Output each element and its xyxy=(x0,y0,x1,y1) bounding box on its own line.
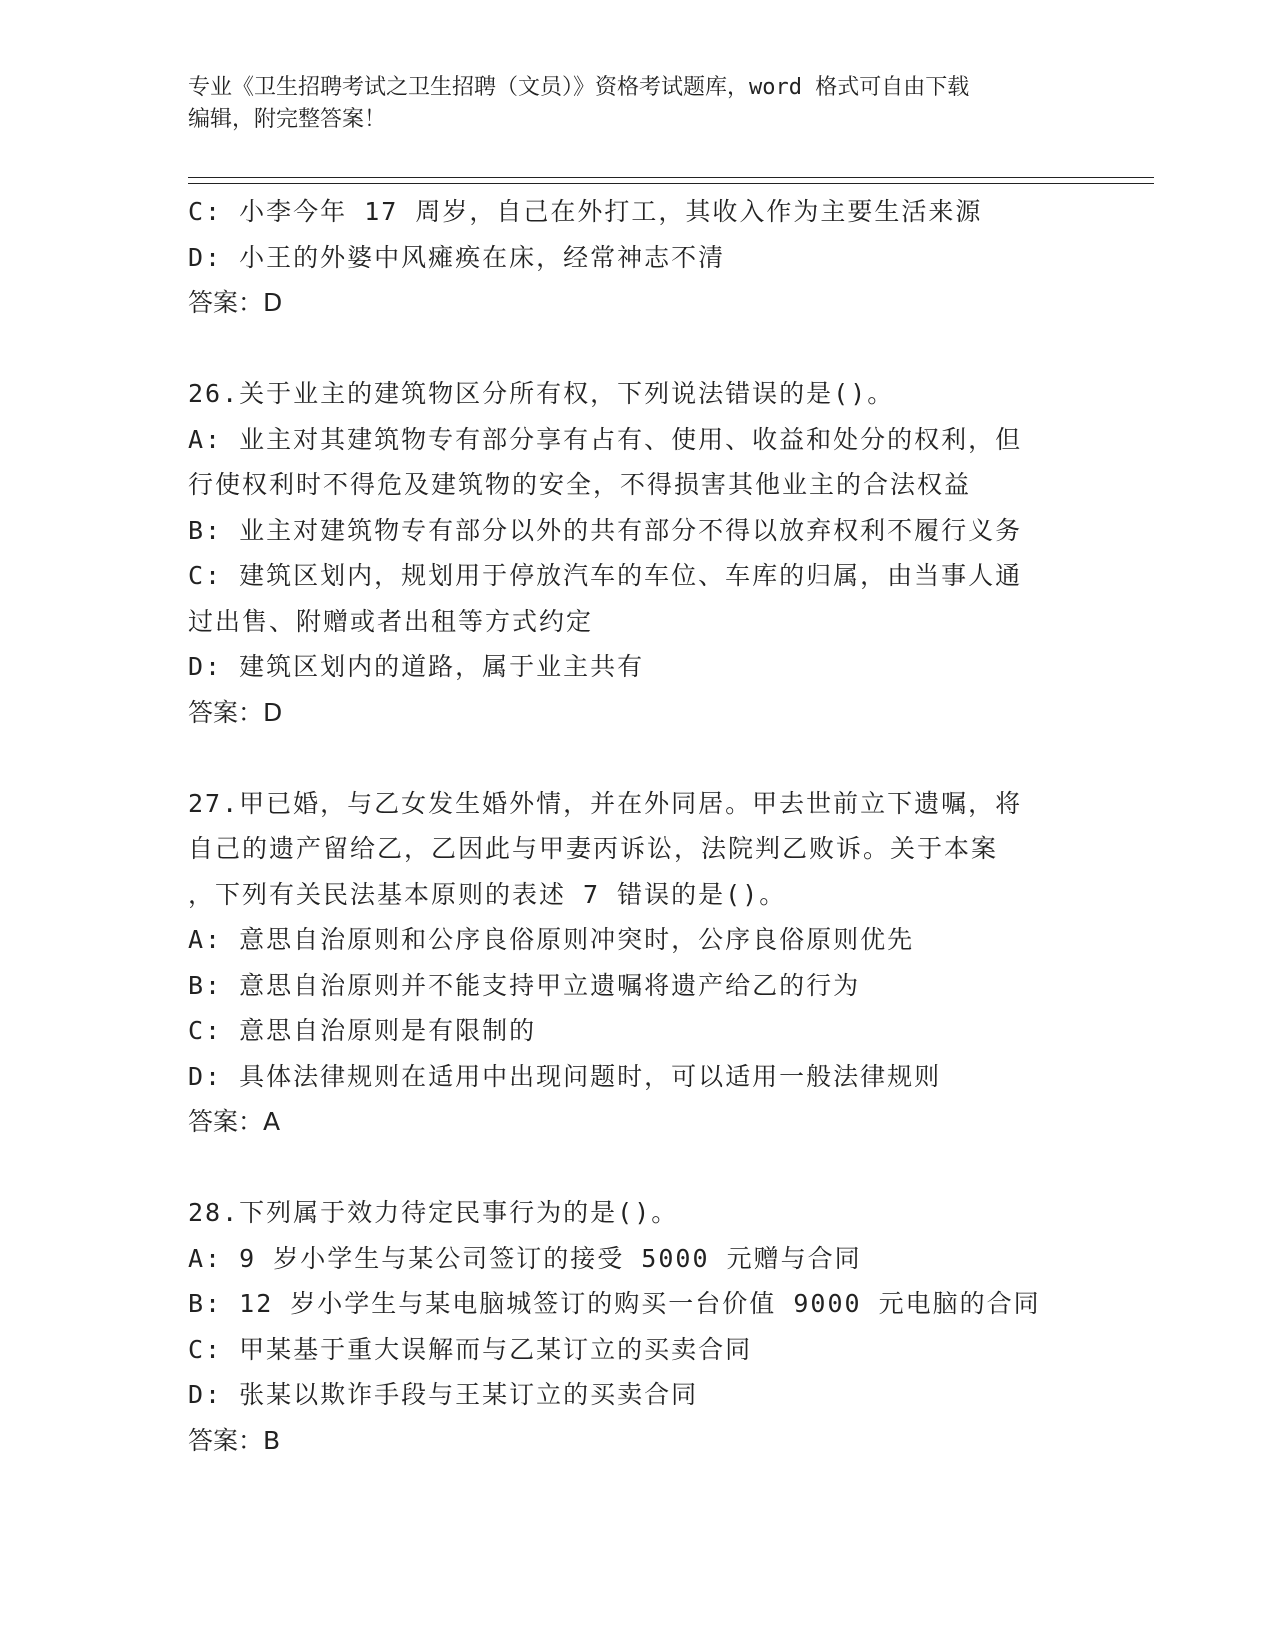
header-line-2: 编辑，附完整答案！ xyxy=(188,107,387,132)
option-b: B: 意思自治原则并不能支持甲立遗嘱将遗产给乙的行为 xyxy=(188,970,861,1000)
question-list xyxy=(188,189,1118,1463)
option-a: A: 业主对其建筑物专有部分享有占有、使用、收益和处分的权利，但 xyxy=(188,424,1023,454)
option-a: A: 9 岁小学生与某公司签订的接受 5000 元赠与合同 xyxy=(188,1243,862,1273)
header-divider-bottom xyxy=(188,183,1154,184)
option-b: B: 12 岁小学生与某电脑城签订的购买一台价值 9000 元电脑的合同 xyxy=(188,1289,1041,1318)
question-27 xyxy=(188,781,1118,1145)
question-stem: 28.下列属于效力待定民事行为的是()。 xyxy=(188,1198,679,1227)
option-c: C: 建筑区划内，规划用于停放汽车的车位、车库的归属，由当事人通 xyxy=(188,561,1023,590)
question-28 xyxy=(188,1190,1118,1463)
option-c-continued: 过出售、附赠或者出租等方式约定 xyxy=(188,606,594,636)
answer: 答案：B xyxy=(188,1425,281,1455)
question-stem: 27.甲已婚，与乙女发生婚外情，并在外同居。甲去世前立下遗嘱，将 xyxy=(188,788,1023,818)
option-c: C: 小李今年 17 周岁，自己在外打工，其收入作为主要生活来源 xyxy=(188,197,983,226)
question-25 xyxy=(188,189,1118,326)
question-26 xyxy=(188,371,1118,735)
option-c: C: 意思自治原则是有限制的 xyxy=(188,1016,537,1045)
question-stem-continued: ，下列有关民法基本原则的表述 7 错误的是()。 xyxy=(188,879,787,909)
answer: 答案：D xyxy=(188,288,283,317)
option-d: D: 具体法律规则在适用中出现问题时，可以适用一般法律规则 xyxy=(188,1061,942,1091)
question-stem-continued: 自己的遗产留给乙，乙因此与甲妻丙诉讼，法院判乙败诉。关于本案 xyxy=(188,834,999,863)
option-b: B: 业主对建筑物专有部分以外的共有部分不得以放弃权利不履行义务 xyxy=(188,515,1023,545)
option-c: C: 甲某基于重大误解而与乙某订立的买卖合同 xyxy=(188,1334,753,1364)
spacer xyxy=(188,735,1118,781)
option-d: D: 建筑区划内的道路，属于业主共有 xyxy=(188,652,645,681)
spacer xyxy=(188,326,1118,372)
question-stem: 26.关于业主的建筑物区分所有权，下列说法错误的是()。 xyxy=(188,379,895,408)
document-header xyxy=(188,72,1088,136)
answer: 答案：D xyxy=(188,697,283,727)
spacer xyxy=(188,1145,1118,1191)
answer: 答案：A xyxy=(188,1107,281,1136)
option-a: A: 意思自治原则和公序良俗原则冲突时，公序良俗原则优先 xyxy=(188,925,915,954)
option-a-continued: 行使权利时不得危及建筑物的安全，不得损害其他业主的合法权益 xyxy=(188,470,972,499)
option-d: D: 张某以欺诈手段与王某订立的买卖合同 xyxy=(188,1380,699,1409)
header-divider-top xyxy=(188,177,1154,178)
option-d: D: 小王的外婆中风瘫痪在床，经常神志不清 xyxy=(188,242,726,272)
header-line-1: 专业《卫生招聘考试之卫生招聘（文员）》资格考试题库，word 格式可自由下载 xyxy=(188,75,970,100)
